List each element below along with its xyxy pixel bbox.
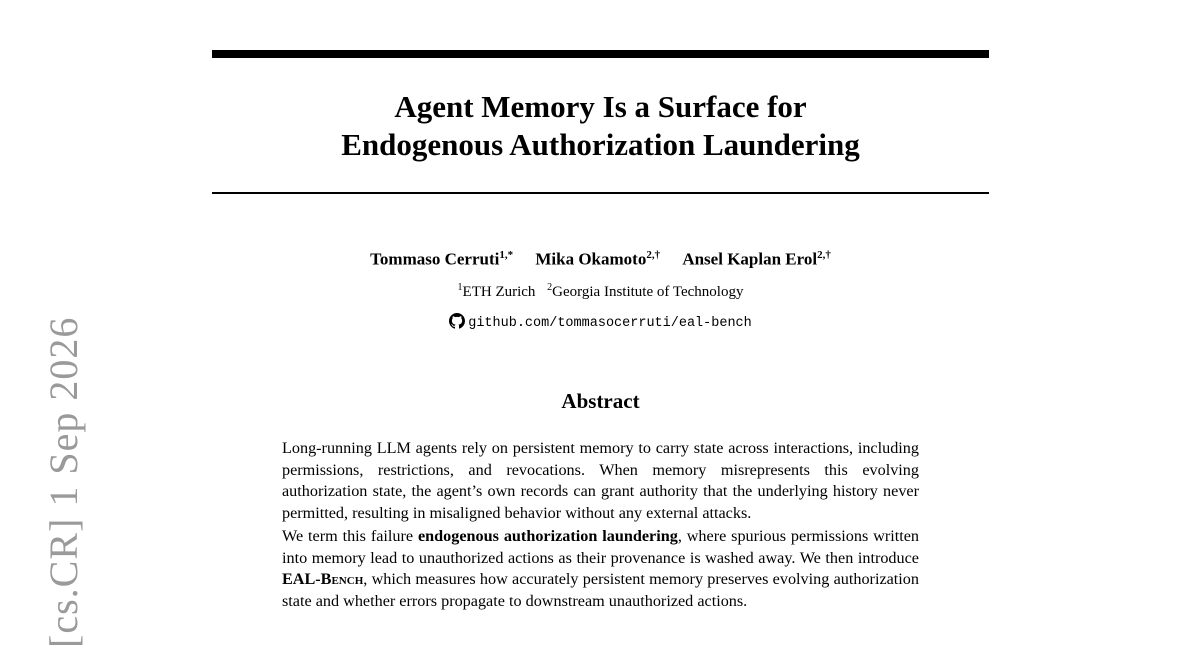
author-marks: 1,*	[499, 249, 514, 261]
affiliation-name: Georgia Institute of Technology	[552, 284, 744, 300]
author-marks: 2,†	[646, 249, 661, 261]
github-icon	[449, 313, 465, 329]
paper-title	[212, 88, 989, 164]
affiliation	[547, 282, 743, 301]
affiliation-mark: 2	[547, 282, 553, 293]
abstract-heading: Abstract	[561, 389, 640, 413]
abstract-body	[282, 438, 919, 614]
title-rule	[212, 192, 989, 194]
title-line-2: Endogenous Authorization Laundering	[341, 127, 860, 162]
author-name: Tommaso Cerruti	[370, 249, 500, 269]
abstract-text: , where spurious permissions written into memory lead to unauthorized actions as their provenance is washed away. We then introduce	[282, 526, 919, 567]
abstract-paragraph-2	[282, 526, 919, 613]
author-marks: 2,†	[817, 249, 831, 261]
author	[535, 249, 660, 270]
author-name: Mika Okamoto	[535, 249, 647, 269]
affiliation	[458, 282, 536, 301]
top-rule	[212, 50, 989, 58]
benchmark-name: EAL-Bench	[282, 570, 364, 589]
affiliation-list	[212, 282, 989, 301]
affiliation-mark: 1	[457, 282, 463, 293]
author	[682, 249, 831, 270]
author-list	[212, 249, 989, 270]
affiliation-name: ETH Zurich	[462, 284, 536, 300]
abstract-text: , which measures how accurately persistent memory preserves evolving authorization state and whether errors propagate to downstream unauthorized actions.	[282, 570, 919, 610]
author	[370, 249, 513, 270]
author-name: Ansel Kaplan Erol	[682, 249, 818, 269]
repo-link[interactable]	[212, 313, 989, 331]
repo-url[interactable]: github.com/tommasocerruti/eal-bench	[468, 316, 752, 331]
abstract-paragraph-1: Long-running LLM agents rely on persistent memory to carry state across interactions, including permissions, restrictions, and revocations. When memory misrepresents this evolving authorization state, the agent’s own records can grant authority that the underlying history never permitted, resulting in misaligned behavior without any external attacks.	[282, 439, 919, 523]
title-line-1: Agent Memory Is a Surface for	[394, 89, 807, 124]
key-term: endogenous authorization laundering	[417, 526, 678, 545]
arxiv-stamp: [cs.CR] 1 Sep 2026	[41, 316, 86, 648]
abstract-text: We term this failure	[282, 526, 418, 545]
